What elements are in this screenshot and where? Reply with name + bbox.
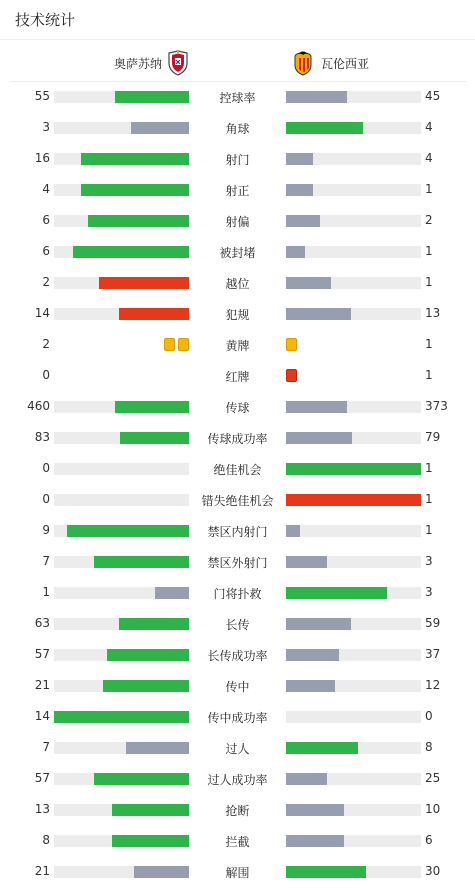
stat-label: 长传成功率 [207,649,268,663]
home-value: 9 [42,523,50,537]
away-bar-track [286,711,421,723]
away-bar-track [286,215,421,227]
away-value: 1 [425,337,433,351]
away-bar-fill [286,494,421,506]
away-bar-track [286,525,421,537]
home-bar-track [54,308,189,320]
stat-row [0,732,475,763]
away-bar-track [286,742,421,754]
away-value: 1 [425,244,433,258]
home-value: 7 [42,554,50,568]
stat-label: 角球 [225,122,250,136]
stat-label: 犯规 [225,308,250,322]
stat-label: 传球 [225,401,250,415]
away-bar-fill [286,587,387,599]
away-value: 37 [425,647,441,661]
home-cards [164,338,189,351]
stat-row [0,546,475,577]
away-bar-fill [286,525,300,537]
home-value: 7 [42,740,50,754]
away-value: 25 [425,771,441,785]
away-cards [286,338,297,351]
away-value: 4 [425,120,433,134]
home-bar-fill [134,866,189,878]
home-value: 57 [34,647,50,661]
home-bar-track [54,680,189,692]
away-bar-fill [286,246,305,258]
away-bar-track [286,463,421,475]
stat-row [0,763,475,794]
away-value: 1 [425,275,433,289]
away-bar-fill [286,184,313,196]
home-team[interactable] [114,44,189,82]
stat-label: 错失绝佳机会 [201,494,274,508]
stat-row [0,856,475,887]
home-bar-fill [88,215,189,227]
home-bar-fill [103,680,189,692]
home-bar-fill [99,277,189,289]
home-bar-fill [112,835,189,847]
home-bar-track [54,525,189,537]
away-bar-fill [286,649,339,661]
red-card-icon [286,369,297,382]
home-value: 4 [42,182,50,196]
home-bar-fill [67,525,189,537]
stat-row [0,701,475,732]
away-bar-track [286,122,421,134]
home-bar-fill [131,122,189,134]
osasuna-crest-icon [167,50,189,76]
stat-row [0,794,475,825]
stat-row [0,112,475,143]
away-bar-track [286,804,421,816]
home-bar-fill [107,649,189,661]
home-bar-fill [94,773,189,785]
away-bar-track [286,835,421,847]
away-value: 13 [425,306,441,320]
away-bar-track [286,680,421,692]
home-value: 460 [27,399,50,413]
away-bar-track [286,587,421,599]
away-value: 373 [425,399,448,413]
stat-label: 解围 [225,866,250,880]
away-value: 1 [425,182,433,196]
stat-label: 传中 [225,680,250,694]
stat-row [0,329,475,360]
away-value: 1 [425,368,433,382]
away-bar-fill [286,277,331,289]
stat-row [0,174,475,205]
home-value: 3 [42,120,50,134]
away-bar-fill [286,556,327,568]
away-value: 4 [425,151,433,165]
stat-row [0,825,475,856]
home-bar-track [54,866,189,878]
stat-row [0,577,475,608]
home-bar-track [54,494,189,506]
stat-row [0,670,475,701]
stat-label: 禁区内射门 [207,525,268,539]
stat-label: 禁区外射门 [207,556,268,570]
home-bar-fill [54,711,189,723]
home-bar-fill [119,308,189,320]
away-bar-track [286,184,421,196]
stat-label: 黄牌 [225,339,250,353]
home-bar-fill [81,153,189,165]
teams-bar [10,44,466,82]
home-value: 0 [42,492,50,506]
stat-row [0,205,475,236]
home-value: 63 [34,616,50,630]
stat-label: 控球率 [219,91,256,105]
away-bar-fill [286,215,320,227]
away-value: 3 [425,554,433,568]
home-bar-track [54,804,189,816]
home-value: 14 [34,709,50,723]
away-bar-fill [286,308,351,320]
home-value: 55 [34,89,50,103]
away-team[interactable] [292,44,369,82]
away-bar-track [286,153,421,165]
home-bar-track [54,91,189,103]
away-value: 1 [425,523,433,537]
away-bar-fill [286,773,327,785]
away-bar-fill [286,401,347,413]
away-value: 1 [425,461,433,475]
home-bar-fill [155,587,189,599]
home-bar-track [54,432,189,444]
away-value: 10 [425,802,441,816]
home-bar-fill [120,432,189,444]
home-value: 21 [34,678,50,692]
yellow-card-icon [164,338,175,351]
home-value: 13 [34,802,50,816]
home-value: 21 [34,864,50,878]
stat-label: 过人成功率 [207,773,268,787]
away-bar-track [286,432,421,444]
home-value: 0 [42,368,50,382]
away-value: 59 [425,616,441,630]
home-value: 8 [42,833,50,847]
away-bar-fill [286,618,351,630]
stats-list [0,81,475,887]
away-bar-fill [286,91,347,103]
stat-label: 射偏 [225,215,250,229]
away-bar-fill [286,835,344,847]
away-bar-track [286,494,421,506]
yellow-card-icon [286,338,297,351]
stat-row [0,608,475,639]
home-bar-track [54,401,189,413]
stat-label: 被封堵 [219,246,256,260]
home-value: 6 [42,244,50,258]
away-bar-track [286,773,421,785]
stat-row [0,236,475,267]
away-bar-fill [286,463,421,475]
stat-row [0,515,475,546]
away-value: 79 [425,430,441,444]
away-bar-fill [286,866,366,878]
home-bar-track [54,184,189,196]
home-bar-track [54,587,189,599]
stat-row [0,453,475,484]
home-value: 1 [42,585,50,599]
stat-row [0,360,475,391]
away-bar-track [286,91,421,103]
stats-header [0,0,475,40]
stat-row [0,143,475,174]
away-cards [286,369,297,382]
stat-row [0,391,475,422]
away-value: 45 [425,89,441,103]
home-bar-track [54,246,189,258]
stat-row [0,81,475,112]
home-bar-track [54,711,189,723]
home-bar-fill [126,742,189,754]
away-bar-fill [286,680,335,692]
home-bar-track [54,277,189,289]
home-bar-track [54,835,189,847]
stat-label: 传中成功率 [207,711,268,725]
stat-label: 抢断 [225,804,250,818]
home-bar-track [54,556,189,568]
stat-label: 拦截 [225,835,250,849]
away-bar-track [286,649,421,661]
away-value: 2 [425,213,433,227]
away-bar-fill [286,804,344,816]
away-bar-track [286,618,421,630]
away-bar-track [286,556,421,568]
stat-label: 长传 [225,618,250,632]
home-value: 57 [34,771,50,785]
home-bar-track [54,649,189,661]
away-bar-track [286,246,421,258]
home-bar-fill [115,401,189,413]
valencia-crest-icon [292,50,314,76]
home-bar-fill [73,246,189,258]
home-bar-track [54,742,189,754]
away-bar-fill [286,742,358,754]
stat-label: 射门 [225,153,250,167]
away-value: 0 [425,709,433,723]
away-bar-track [286,401,421,413]
home-bar-track [54,463,189,475]
away-bar-fill [286,122,363,134]
stat-label: 射正 [225,184,250,198]
section-title: 技术统计 [15,11,76,29]
home-value: 6 [42,213,50,227]
home-value: 0 [42,461,50,475]
away-value: 30 [425,864,441,878]
stat-row [0,267,475,298]
home-bar-track [54,122,189,134]
stat-row [0,422,475,453]
away-bar-fill [286,432,352,444]
stat-label: 门将扑救 [213,587,262,601]
home-bar-fill [94,556,189,568]
yellow-card-icon [178,338,189,351]
home-value: 2 [42,275,50,289]
away-team-name: 瓦伦西亚 [321,56,370,71]
home-value: 2 [42,337,50,351]
away-bar-track [286,277,421,289]
away-bar-track [286,866,421,878]
home-bar-fill [115,91,189,103]
home-bar-track [54,215,189,227]
away-value: 6 [425,833,433,847]
home-bar-fill [119,618,189,630]
home-value: 83 [34,430,50,444]
away-bar-track [286,308,421,320]
home-bar-track [54,618,189,630]
home-team-name: 奥萨苏纳 [114,56,163,71]
home-bar-fill [81,184,189,196]
away-value: 8 [425,740,433,754]
away-value: 3 [425,585,433,599]
stat-row [0,298,475,329]
away-bar-fill [286,153,313,165]
away-value: 12 [425,678,441,692]
stat-label: 绝佳机会 [213,463,262,477]
stat-label: 越位 [225,277,250,291]
home-bar-track [54,773,189,785]
stat-row [0,484,475,515]
stat-label: 红牌 [225,370,250,384]
away-value: 1 [425,492,433,506]
home-value: 14 [34,306,50,320]
home-bar-track [54,153,189,165]
stat-label: 过人 [225,742,250,756]
home-bar-fill [112,804,189,816]
stat-label: 传球成功率 [207,432,268,446]
stat-row [0,639,475,670]
home-value: 16 [34,151,50,165]
